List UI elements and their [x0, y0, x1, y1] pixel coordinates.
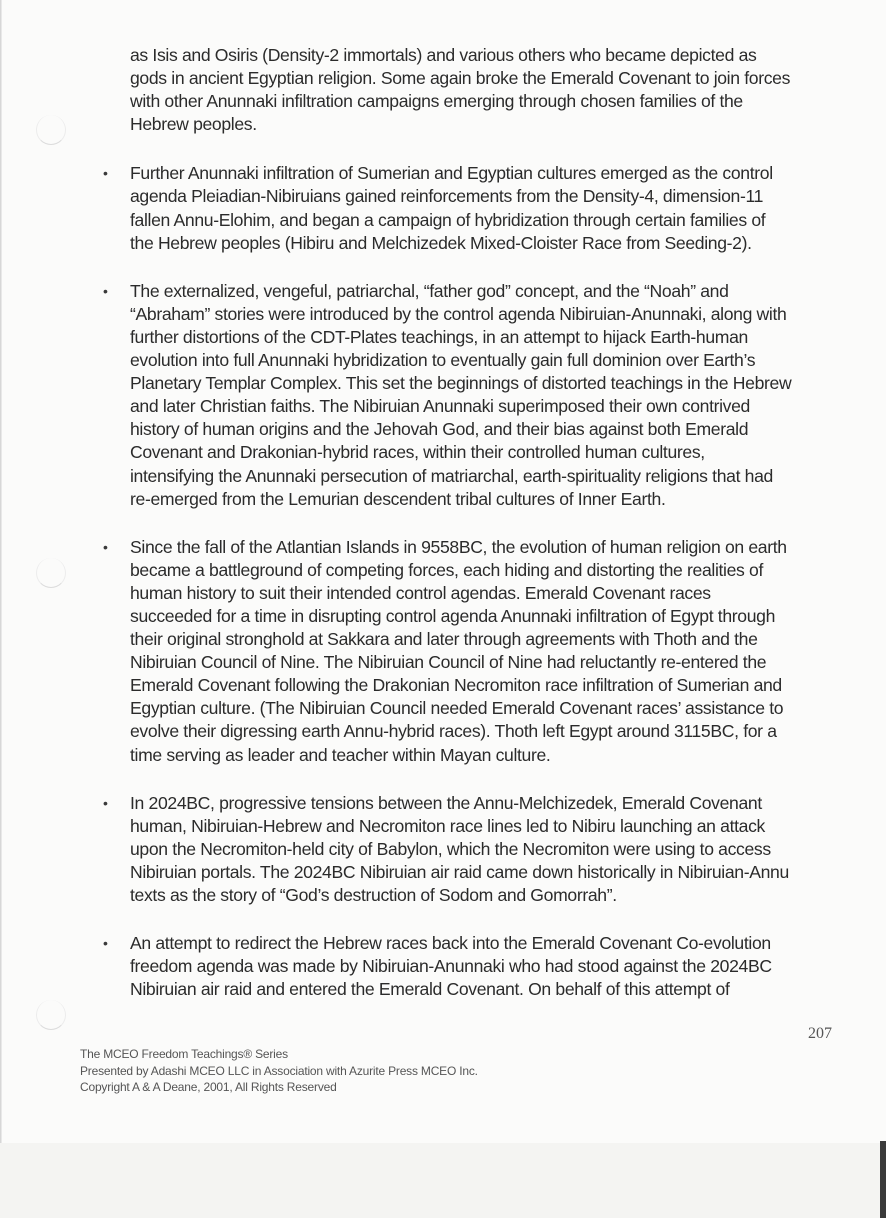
bullet-item — [103, 280, 850, 511]
punch-hole-mark — [36, 558, 66, 588]
text-line: agenda Pleiadian-Nibiruians gained reinforcements from the Density-4, dimension-11 — [130, 186, 764, 207]
bullet-icon: • — [103, 538, 108, 555]
bullet-icon: • — [103, 935, 108, 952]
text-line: freedom agenda was made by Nibiruian-Anunnaki who had stood against the 2024BC — [130, 956, 772, 977]
text-line: their original stronghold at Sakkara and later through agreements with Thoth and the — [130, 629, 758, 650]
bullet-icon: • — [103, 282, 108, 299]
text-line: “Abraham” stories were introduced by the control agenda Nibiruian-Anunnaki, along with — [130, 303, 787, 324]
scan-edge-bar — [880, 1141, 886, 1218]
scan-bottom-shade — [0, 1143, 886, 1218]
text-line: The externalized, vengeful, patriarchal, “father god” concept, and the “Noah” and — [130, 280, 729, 301]
text-line: fallen Annu-Elohim, and began a campaign of hybridization through certain families of — [130, 209, 766, 230]
bullet-item — [103, 792, 850, 907]
text-line: history of human origins and the Jehovah God, and their bias against both Emerald — [130, 419, 749, 440]
text-line: as Isis and Osiris (Density-2 immortals) and various others who became depicted as — [130, 45, 757, 65]
bullet-item — [103, 536, 850, 767]
bullet-item — [103, 932, 850, 1001]
text-line: Since the fall of the Atlantian Islands in 9558BC, the evolution of human religion on earth — [130, 536, 787, 557]
text-line: Emerald Covenant following the Drakonian Necromiton race infiltration of Sumerian and — [130, 675, 782, 696]
punch-hole-mark — [36, 1000, 66, 1030]
intro-paragraph — [130, 44, 850, 136]
footer-series: The MCEO Freedom Teachings® Series — [80, 1047, 288, 1061]
text-line: further distortions of the CDT-Plates teachings, in an attempt to hijack Earth-human — [130, 326, 748, 347]
footer-copyright: Copyright A & A Deane, 2001, All Rights Reserved — [80, 1080, 337, 1094]
body-text — [103, 44, 850, 1001]
text-line: time serving as leader and teacher within Mayan culture. — [130, 744, 551, 765]
text-line: Hebrew peoples. — [130, 114, 257, 135]
footer-presented-by: Presented by Adashi MCEO LLC in Association with Azurite Press MCEO Inc. — [80, 1063, 478, 1078]
text-line: the Hebrew peoples (Hibiru and Melchizedek Mixed-Cloister Race from Seeding-2). — [130, 232, 752, 253]
text-line: evolve their digressing earth Annu-hybrid races). Thoth left Egypt around 3115BC, for a — [130, 721, 777, 742]
page-left-edge — [0, 0, 2, 1218]
punch-hole-mark — [36, 115, 66, 145]
text-line: An attempt to redirect the Hebrew races back into the Emerald Covenant Co-evolution — [130, 933, 771, 954]
text-line: became a battleground of competing forces, each hiding and distorting the realities of — [130, 559, 764, 580]
text-line: human history to suit their intended control agendas. Emerald Covenant races — [130, 582, 711, 603]
text-line: upon the Necromiton-held city of Babylon, which the Necromiton were using to access — [130, 838, 771, 859]
text-line: Nibiruian Council of Nine. The Nibiruian Council of Nine had reluctantly re-entered the — [130, 652, 767, 673]
page-number: 207 — [808, 1025, 832, 1042]
bullet-icon: • — [103, 794, 108, 811]
bullet-item — [103, 162, 850, 254]
text-line: evolution into full Anunnaki hybridization to eventually gain full dominion over Earth’s — [130, 350, 756, 371]
page-footer — [80, 1046, 478, 1096]
text-line: texts as the story of “God’s destruction of Sodom and Gomorrah”. — [130, 885, 617, 905]
text-line: human, Nibiruian-Hebrew and Necromiton race lines led to Nibiru launching an attack — [130, 815, 765, 836]
text-line: Egyptian culture. (The Nibiruian Council needed Emerald Covenant races’ assistance to — [130, 698, 784, 719]
text-line: In 2024BC, progressive tensions between the Annu-Melchizedek, Emerald Covenant — [130, 792, 762, 813]
text-line: Nibiruian portals. The 2024BC Nibiruian air raid came down historically in Nibiruian-Annu — [130, 861, 789, 882]
text-line: Covenant and Drakonian-hybrid races, within their controlled human cultures, — [130, 442, 705, 463]
text-line: and later Christian faiths. The Nibiruian Anunnaki superimposed their own contrived — [130, 396, 750, 417]
text-line: intensifying the Anunnaki persecution of matriarchal, earth-spirituality religions that had — [130, 465, 773, 486]
text-line: gods in ancient Egyptian religion. Some again broke the Emerald Covenant to join forces — [130, 68, 791, 89]
bullet-icon: • — [103, 165, 108, 182]
text-line: Nibiruian air raid and entered the Emerald Covenant. On behalf of this attempt of — [130, 979, 730, 1000]
text-line: with other Anunnaki infiltration campaigns emerging through chosen families of the — [130, 91, 743, 112]
text-line: succeeded for a time in disrupting control agenda Anunnaki infiltration of Egypt through — [130, 605, 776, 626]
text-line: re-emerged from the Lemurian descendent tribal cultures of Inner Earth. — [130, 488, 666, 509]
text-line: Planetary Templar Complex. This set the beginnings of distorted teachings in the Hebrew — [130, 373, 792, 394]
text-line: Further Anunnaki infiltration of Sumerian and Egyptian cultures emerged as the control — [130, 163, 773, 184]
